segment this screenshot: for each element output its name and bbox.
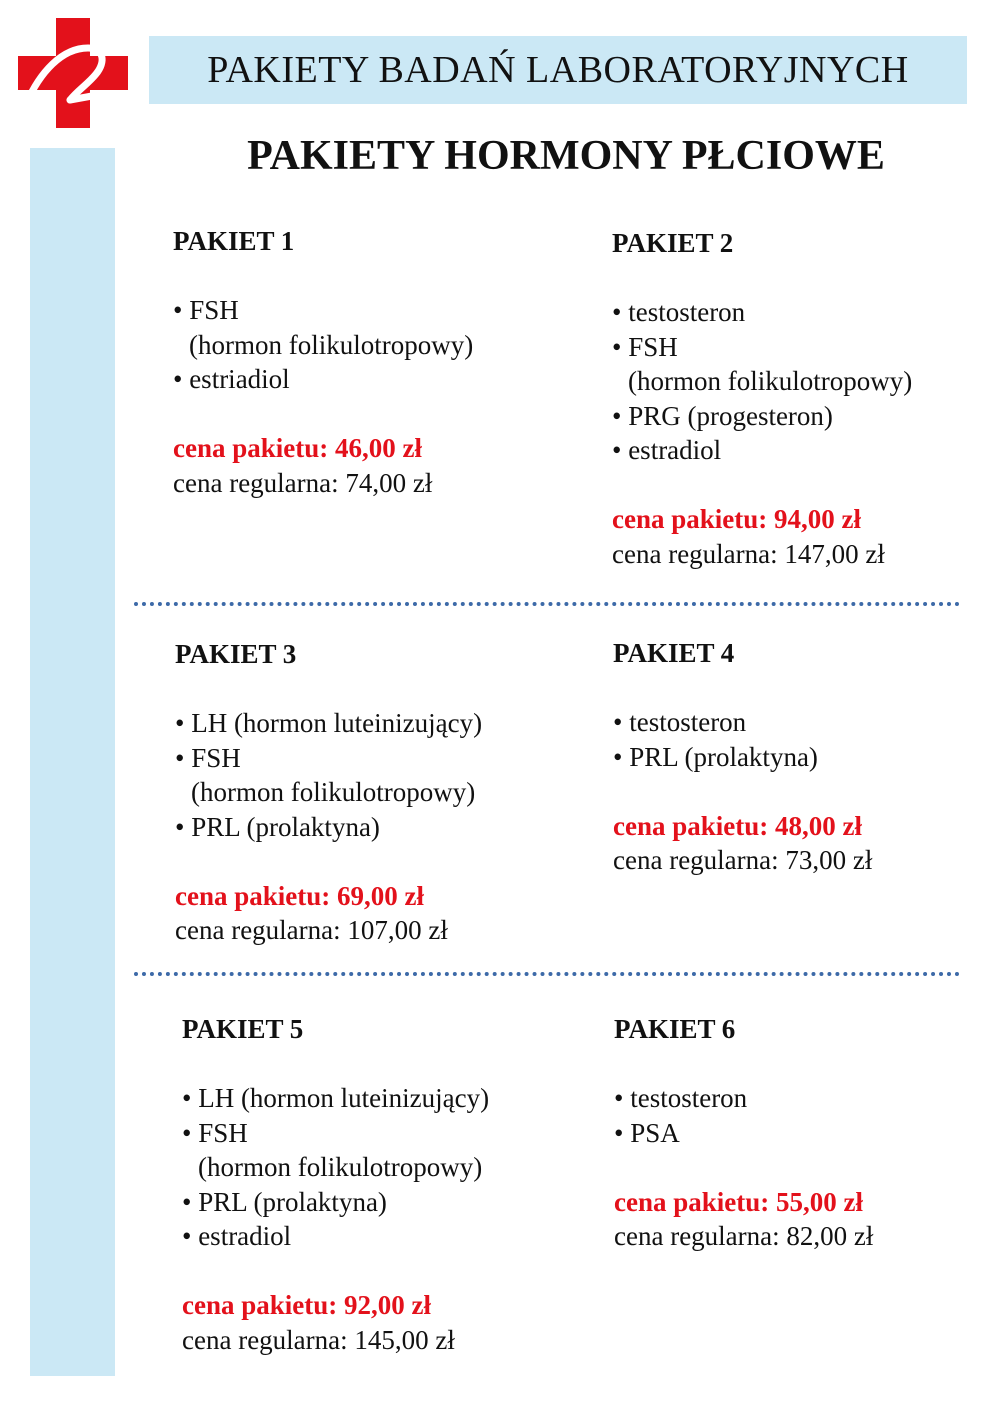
regular-price: cena regularna: 107,00 zł — [175, 915, 448, 945]
package-title: PAKIET 5 — [182, 1014, 304, 1044]
regular-price: cena regularna: 147,00 zł — [612, 538, 885, 569]
package-price: cena pakietu: 55,00 zł — [614, 1186, 863, 1217]
package-5 — [182, 1012, 489, 1357]
header-title: PAKIETY BADAŃ LABORATORYJNYCH — [207, 49, 909, 91]
package-item: • FSH — [173, 295, 239, 325]
package-item: • PRL (prolaktyna) — [182, 1186, 387, 1217]
regular-price: cena regularna: 74,00 zł — [173, 467, 433, 498]
package-6 — [614, 1012, 873, 1254]
red-cross-logo-icon — [18, 18, 128, 128]
package-item: • PRL (prolaktyna) — [175, 811, 380, 842]
package-item: • estradiol — [612, 435, 722, 465]
package-item: • testosteron — [614, 1083, 748, 1113]
package-2 — [612, 226, 912, 571]
package-price: cena pakietu: 48,00 zł — [613, 810, 862, 841]
package-price: cena pakietu: 46,00 zł — [173, 433, 422, 463]
package-title: PAKIET 2 — [612, 228, 734, 258]
package-item: • LH (hormon luteinizujący) — [175, 708, 483, 738]
package-title: PAKIET 6 — [614, 1014, 736, 1044]
package-item: • testosteron — [613, 707, 747, 737]
package-item: • PRL (prolaktyna) — [613, 741, 818, 772]
side-bar — [30, 148, 115, 1376]
package-item: • estradiol — [182, 1221, 292, 1251]
header-band — [149, 36, 967, 104]
package-item: • PRG (progesteron) — [612, 400, 833, 431]
package-item: • estriadiol — [173, 364, 290, 394]
package-item: • FSH — [612, 331, 678, 362]
dotted-divider — [134, 602, 960, 606]
package-item-note: (hormon folikulotropowy) — [191, 777, 476, 807]
package-item: • FSH — [182, 1117, 248, 1148]
regular-price: cena regularna: 82,00 zł — [614, 1221, 874, 1251]
package-item-note: (hormon folikulotropowy) — [198, 1152, 483, 1182]
package-price: cena pakietu: 69,00 zł — [175, 880, 424, 911]
package-title: PAKIET 4 — [613, 638, 735, 668]
regular-price: cena regularna: 73,00 zł — [613, 845, 873, 875]
page-title: PAKIETY HORMONY PŁCIOWE — [247, 133, 885, 179]
package-item: • PSA — [614, 1117, 680, 1148]
dotted-divider — [134, 972, 960, 976]
package-item: • LH (hormon luteinizujący) — [182, 1083, 490, 1113]
package-1 — [173, 224, 473, 500]
package-4 — [613, 636, 872, 878]
package-price: cena pakietu: 92,00 zł — [182, 1290, 431, 1320]
package-item: • testosteron — [612, 297, 746, 327]
package-price: cena pakietu: 94,00 zł — [612, 504, 861, 534]
package-3 — [175, 637, 482, 948]
package-title: PAKIET 3 — [175, 639, 297, 669]
package-item: • FSH — [175, 742, 241, 773]
regular-price: cena regularna: 145,00 zł — [182, 1324, 455, 1355]
package-item-note: (hormon folikulotropowy) — [628, 366, 913, 396]
package-title: PAKIET 1 — [173, 226, 295, 256]
package-item-note: (hormon folikulotropowy) — [189, 329, 474, 360]
